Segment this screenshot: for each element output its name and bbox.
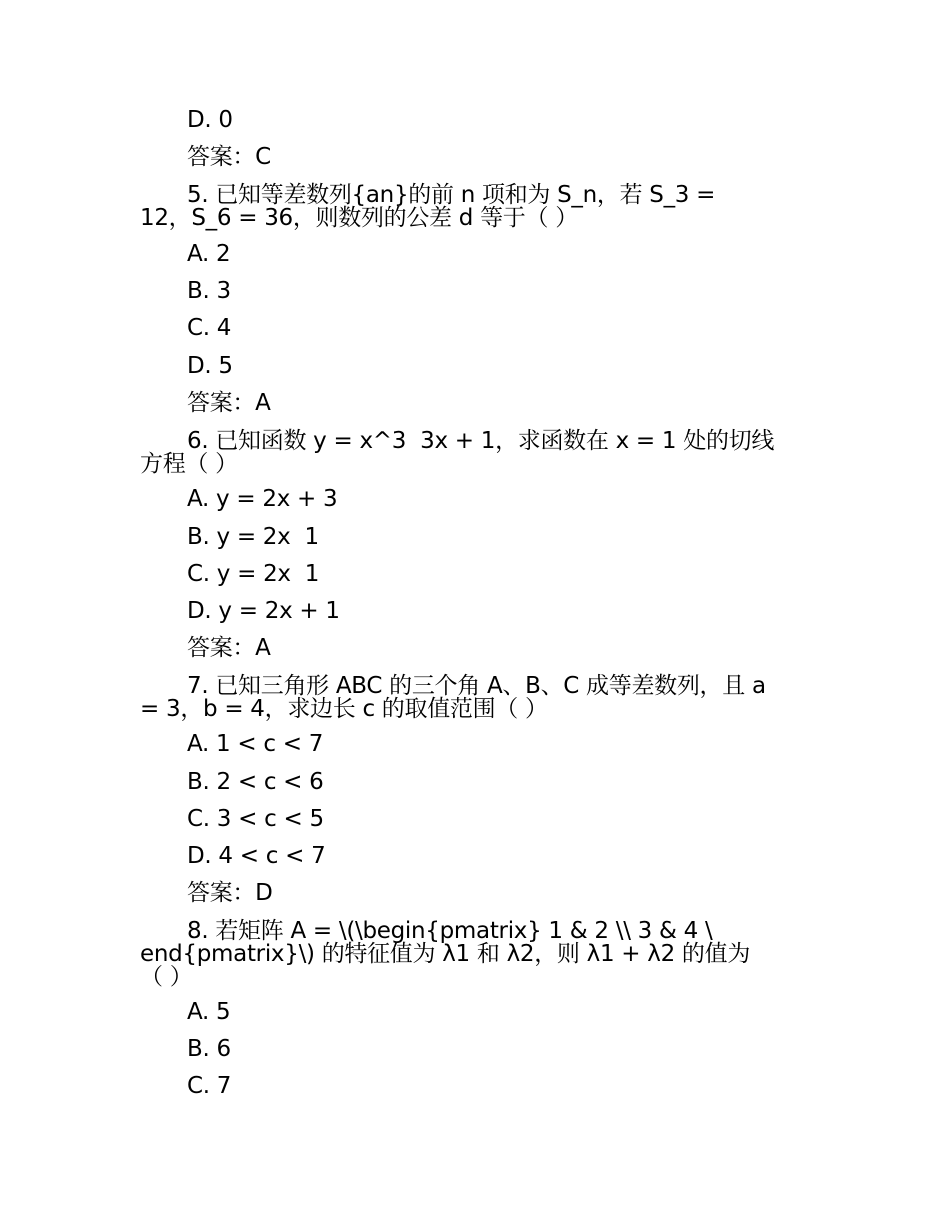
option-line: C. 7 xyxy=(187,1073,232,1099)
answer-line: 答案：D xyxy=(187,880,273,906)
question-8-line-3: （ ） xyxy=(140,964,193,990)
question-6-line-1: 6. 已知函数 y = x^3 3x + 1，求函数在 x = 1 处的切线 xyxy=(187,428,775,454)
option-line: B. y = 2x 1 xyxy=(187,524,319,550)
option-line: B. 6 xyxy=(187,1036,231,1062)
option-line: C. y = 2x 1 xyxy=(187,561,320,587)
option-line: A. 5 xyxy=(187,999,231,1025)
option-line: D. 0 xyxy=(187,107,233,133)
answer-line: 答案：A xyxy=(187,390,271,416)
answer-line: 答案：C xyxy=(187,144,271,170)
option-line: D. y = 2x + 1 xyxy=(187,598,340,624)
question-6-line-2: 方程（ ） xyxy=(140,451,238,477)
option-line: A. y = 2x + 3 xyxy=(187,486,338,512)
option-line: D. 5 xyxy=(187,353,233,379)
question-7-line-2: = 3，b = 4，求边长 c 的取值范围（ ） xyxy=(140,696,548,722)
option-line: C. 4 xyxy=(187,315,232,341)
question-8-line-1: 8. 若矩阵 A = \(\begin{pmatrix} 1 & 2 \\ 3 & 4 \ xyxy=(187,918,713,944)
option-line: B. 2 < c < 6 xyxy=(187,769,324,795)
question-5-line-2: 12，S_6 = 36，则数列的公差 d 等于（ ） xyxy=(140,205,578,231)
option-line: D. 4 < c < 7 xyxy=(187,843,326,869)
option-line: A. 2 xyxy=(187,241,231,267)
option-line: C. 3 < c < 5 xyxy=(187,806,324,832)
question-8-line-2: end{pmatrix}\) 的特征值为 λ1 和 λ2，则 λ1 + λ2 的值为 xyxy=(140,941,751,967)
option-line: B. 3 xyxy=(187,278,231,304)
question-5-line-1: 5. 已知等差数列{an}的前 n 项和为 S_n，若 S_3 = xyxy=(187,182,716,208)
question-7-line-1: 7. 已知三角形 ABC 的三个角 A、B、C 成等差数列，且 a xyxy=(187,673,766,699)
answer-line: 答案：A xyxy=(187,635,271,661)
option-line: A. 1 < c < 7 xyxy=(187,731,324,757)
